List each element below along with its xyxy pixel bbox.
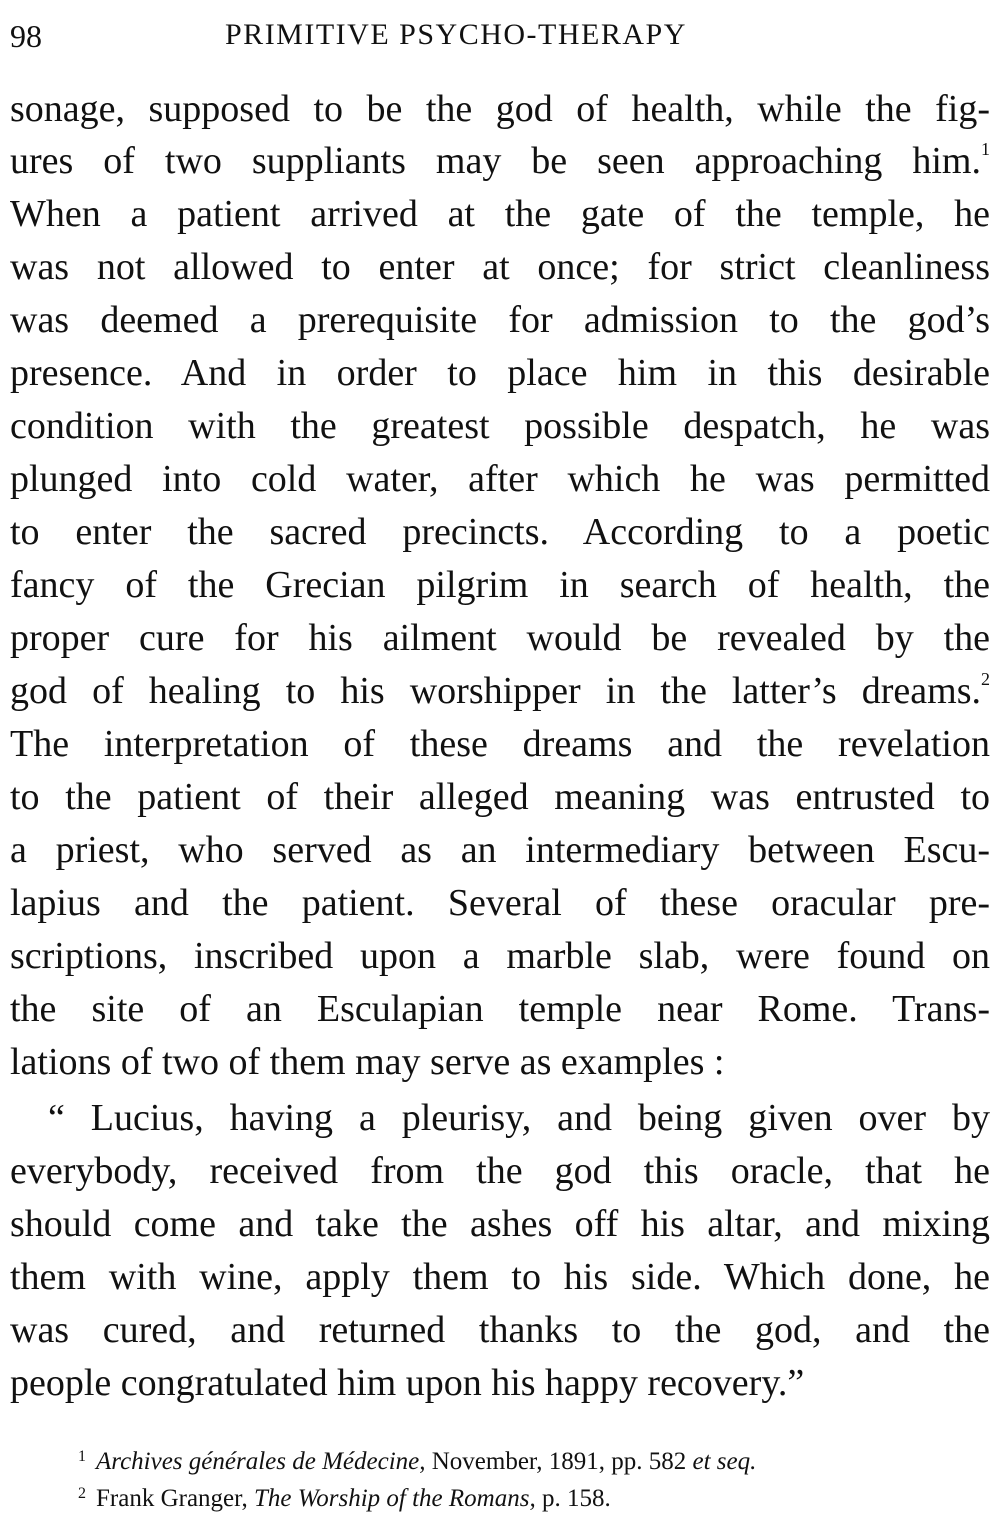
text-line: The interpretation of these dreams and the revelation bbox=[10, 723, 990, 765]
quote-line: was cured, and returned thanks to the god, and the bbox=[10, 1309, 990, 1351]
footnote-tail: et seq. bbox=[692, 1448, 757, 1475]
text-line: sonage, supposed to be the god of health, while the fig- bbox=[10, 88, 990, 130]
text-line: was not allowed to enter at once; for strict cleanliness bbox=[10, 246, 990, 288]
text-line: plunged into cold water, after which he was permitted bbox=[10, 458, 990, 500]
text-line bbox=[10, 135, 990, 187]
footnotes bbox=[78, 1438, 978, 1512]
footnote-marker: 1 bbox=[78, 1448, 86, 1465]
footnote-text: p. 158. bbox=[535, 1485, 611, 1512]
running-head: PRIMITIVE PSYCHO-THERAPY bbox=[225, 18, 687, 51]
text-line bbox=[10, 665, 990, 717]
page-header bbox=[10, 18, 990, 58]
text-line: lations of two of them may serve as examples : bbox=[10, 1041, 725, 1083]
quote-line: everybody, received from the god this oracle, that he bbox=[10, 1150, 990, 1192]
text-line: the site of an Esculapian temple near Rome. Trans- bbox=[10, 988, 990, 1030]
text-line: fancy of the Grecian pilgrim in search of health, the bbox=[10, 564, 990, 606]
text-line-content: god of healing to his worshipper in the latter’s dreams. bbox=[10, 670, 981, 712]
text-line: a priest, who served as an intermediary between Escu- bbox=[10, 829, 990, 871]
footnote-ref-1: 1 bbox=[981, 139, 990, 159]
quote-line: them with wine, apply them to his side. Which done, he bbox=[10, 1256, 990, 1298]
footnote-title: The Worship of the Romans, bbox=[253, 1485, 536, 1512]
quote-line: “ Lucius, having a pleurisy, and being given over by bbox=[48, 1097, 990, 1139]
footnote-ref-2: 2 bbox=[981, 669, 990, 689]
text-line: was deemed a prerequisite for admission to the god’s bbox=[10, 299, 990, 341]
footnote-text: November, 1891, pp. 582 bbox=[425, 1448, 693, 1475]
page-number: 98 bbox=[10, 18, 42, 54]
text-line: condition with the greatest possible despatch, he was bbox=[10, 405, 990, 447]
quote-line: people congratulated him upon his happy recovery.” bbox=[10, 1362, 805, 1404]
text-line: to the patient of their alleged meaning was entrusted to bbox=[10, 776, 990, 818]
footnote-1 bbox=[78, 1438, 978, 1475]
text-line-content: ures of two suppliants may be seen approaching him. bbox=[10, 140, 981, 182]
quote-line: should come and take the ashes off his altar, and mixing bbox=[10, 1203, 990, 1245]
footnote-title: Archives générales de Médecine, bbox=[96, 1448, 426, 1475]
footnote-marker: 2 bbox=[78, 1485, 86, 1502]
footnote-author: Frank Granger, bbox=[96, 1485, 254, 1512]
text-line: scriptions, inscribed upon a marble slab, were found on bbox=[10, 935, 990, 977]
footnote-2 bbox=[78, 1475, 978, 1512]
text-line: lapius and the patient. Several of these oracular pre- bbox=[10, 882, 990, 924]
text-line: When a patient arrived at the gate of the temple, he bbox=[10, 193, 990, 235]
text-line: presence. And in order to place him in this desirable bbox=[10, 352, 990, 394]
text-line: proper cure for his ailment would be revealed by the bbox=[10, 617, 990, 659]
text-line: to enter the sacred precincts. According to a poetic bbox=[10, 511, 990, 553]
